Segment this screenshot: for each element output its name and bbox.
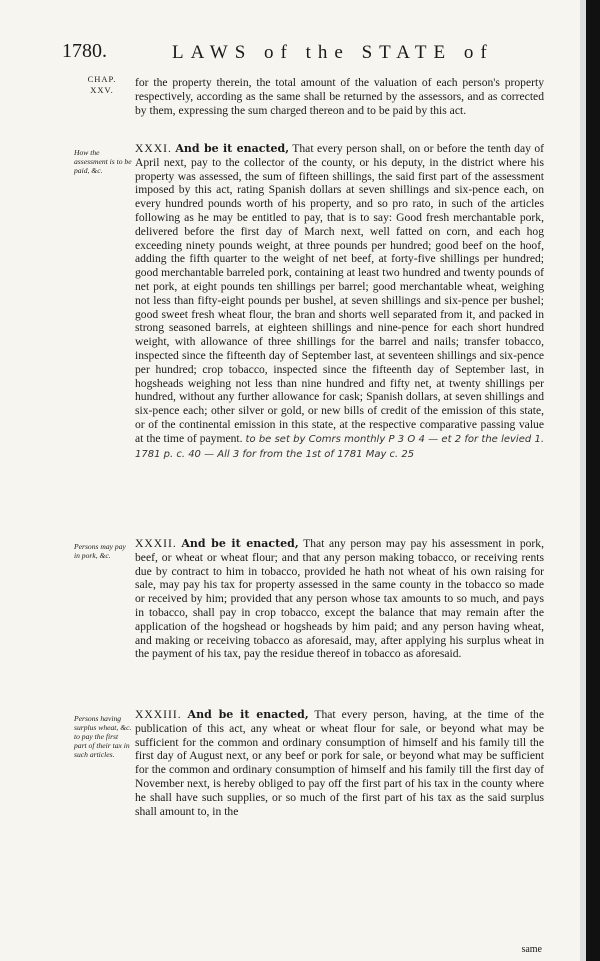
scan-edge-dark bbox=[586, 0, 600, 961]
section-number-31: XXXI. bbox=[135, 142, 172, 155]
section-number-33: XXXIII. bbox=[135, 708, 182, 721]
paragraph-33-text: That every person, having, at the time of the publication of this act, any wheat or wheat flour for sale, or beyond what may be sufficient for the common and ordinary consumption of himself and his family till the first day of August next, or any beef or pork for sale, or beyond what may be sufficient for the common and ordinary consumption of himself and his family till the first day of November next, is hereby obliged to pay off the first part of his tax in the county where he shall have such supplies, or so much of the first part of his tax as the said surplus shall amount to, in the bbox=[135, 708, 544, 818]
paragraph-32 bbox=[135, 537, 544, 661]
paragraph-30 bbox=[135, 76, 544, 117]
catchword: same bbox=[521, 944, 542, 955]
chapter-label: CHAP. XXV. bbox=[87, 74, 117, 95]
enacting-clause-33: And be it enacted, bbox=[187, 708, 309, 721]
paragraph-31 bbox=[135, 142, 544, 461]
page-year: 1780. bbox=[62, 40, 107, 62]
margin-note-31: How the assessment is to be paid, &c. bbox=[74, 148, 132, 175]
page-header bbox=[62, 40, 558, 66]
paragraph-30-text: for the property therein, the total amount of the valuation of each person's property respectively, according as the same shall be returned by the assessors, and as corrected by them, expressing the sum charged thereon and to be paid by this act. bbox=[135, 76, 544, 117]
paragraph-33 bbox=[135, 708, 544, 818]
section-number-32: XXXII. bbox=[135, 537, 177, 550]
margin-note-32: Persons may pay in pork, &c. bbox=[74, 542, 126, 560]
paragraph-32-text: That any person may pay his assessment in pork, beef, or wheat or wheat flour; and that any person making tobacco, or receiving rents due by contract to him in tobacco, provided he hath not wheat of his own raising for sale, may pay his tax for property assessed in the same county in the tobacco so made or received by him; provided that any person whose tax amounts to so much, and pays in tobacco, shall pay in crop tobacco, except the balance that may remain after the application of the hogshead or hogsheads by him paid; and any person having wheat, and making or receiving tobacco as aforesaid, may, after applying his surplus wheat in the payment of his tax, pay the residue thereof in tobacco as aforesaid. bbox=[135, 537, 544, 661]
running-title: LAWS of the STATE of bbox=[172, 42, 494, 63]
enacting-clause-32: And be it enacted, bbox=[181, 537, 299, 550]
paragraph-31-text: That every person shall, on or before the tenth day of April next, pay to the collector of the county, or his deputy, in the district where his property was assessed, the sum of fifteen shillings, the said first part of the assessment imposed by this act, rating Spanish dollars at seven shillings and six-pence each, on every hundred pounds worth of his property, and so pro rato, in such of the articles following as he may be entitled to pay, that is to say: Good fresh merchantable pork, delivered before the first day of March next, well fatted on corn, and each hog exceeding ninety pounds weight, at three pounds per hundred; good beef on the hoof, adding the fifth quarter to the weight of net beef, at forty-five shillings per hundred; good merchantable barreled pork, containing at least two hundred and twenty pounds of net pork, at eight pounds ten shillings per barrel; good merchantable wheat, weighing not less than fifty-eight pounds per bushel, at seven shillings and six-pence per bushel; good sweet fresh wheat flour, the bran and shorts well separated from it, and packed in strong seasoned barrels, at eighteen shillings and nine-pence for each short hundred weight, with allowance of three shillings for the barrel and nails; transfer tobacco, inspected since the fifteenth day of September last, at seventeen shillings and six-pence per hundred; crop tobacco, inspected since the fifteenth day of September last, in hogsheads weighing not less than nine hundred and fifty net, at twenty shillings per hundred, without any further allowance for cask; Spanish dollars, at seven shillings and six-pence each; other silver or gold, or new bills of credit of the emission of this state, or of the continental emission in this state, at the respective comparative passing value at the time of payment. bbox=[135, 142, 544, 445]
margin-note-33: Persons having surplus wheat, &c. to pay the first part of their tax in such articles. bbox=[74, 714, 132, 759]
handwritten-annotation: to be set by Comrs monthly P 3 O 4 — et 2 for the levied 1. 1781 p. c. 40 — All 3 for from the 1st of 1781 May c. 25 bbox=[135, 433, 544, 460]
enacting-clause-31: And be it enacted, bbox=[175, 142, 290, 155]
